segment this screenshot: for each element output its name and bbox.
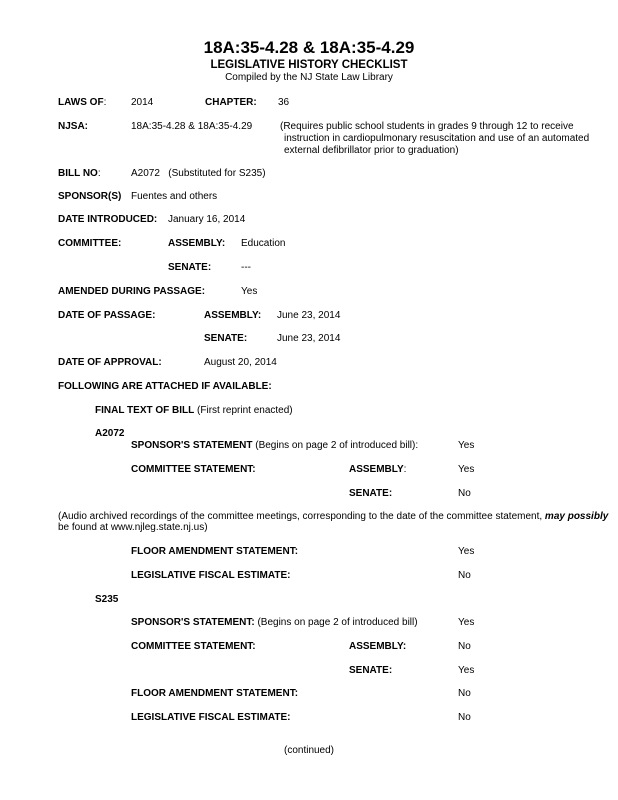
s235-floor-label: FLOOR AMENDMENT STATEMENT: <box>131 688 299 699</box>
njsa-value: 18A:35-4.28 & 18A:35-4.29 <box>131 121 253 132</box>
a2072-senate-label: SENATE: <box>349 488 393 499</box>
s235-senate-value: Yes <box>458 665 475 676</box>
a2072-senate-value: No <box>458 488 471 499</box>
s235-senate-label: SENATE: <box>349 665 393 676</box>
njsa-label: NJSA: <box>58 121 89 132</box>
committee-assembly-value: Education <box>241 238 286 249</box>
continued-note: (continued) <box>283 745 335 756</box>
s235-assembly-label: ASSEMBLY: <box>349 641 407 652</box>
passage-assembly-label: ASSEMBLY: <box>204 310 262 321</box>
s235-fiscal-value: No <box>458 712 471 723</box>
passage-senate-label: SENATE: <box>204 333 248 344</box>
amended-label: AMENDED DURING PASSAGE: <box>58 286 206 297</box>
a2072-sponsor-label: SPONSOR'S STATEMENT <box>131 440 253 451</box>
bill-no-value: A2072 (Substituted for S235) <box>131 168 266 179</box>
a2072-assembly-label <box>349 464 406 476</box>
s235-heading: S235 <box>95 594 119 605</box>
chapter-value: 36 <box>278 97 290 108</box>
audio-note-line2: be found at www.njleg.state.nj.us) <box>58 522 208 533</box>
a2072-floor-label: FLOOR AMENDMENT STATEMENT: <box>131 546 299 557</box>
a2072-floor-value: Yes <box>458 546 475 557</box>
document-title: 18A:35-4.28 & 18A:35-4.29 <box>203 38 415 57</box>
a2072-sponsor-note: (Begins on page 2 of introduced bill): <box>252 440 419 451</box>
a2072-assembly-colon: : <box>403 464 407 475</box>
a2072-assembly-value: Yes <box>458 464 475 475</box>
bill-no-colon: : <box>97 168 101 179</box>
final-text-line <box>95 405 293 417</box>
laws-of-label <box>58 97 106 109</box>
document-subtitle: LEGISLATIVE HISTORY CHECKLIST <box>210 59 408 71</box>
audio-note-emphasis: may possibly <box>544 511 609 522</box>
committee-label: COMMITTEE: <box>58 238 122 249</box>
s235-sponsor-note: (Begins on page 2 of introduced bill) <box>254 617 418 628</box>
s235-sponsor-label: SPONSOR'S STATEMENT: <box>131 617 255 628</box>
sponsors-label: SPONSOR(S) <box>58 191 122 202</box>
committee-senate-label: SENATE: <box>168 262 212 273</box>
sponsors-value: Fuentes and others <box>131 191 218 202</box>
a2072-sponsor-statement <box>131 440 418 452</box>
compiled-by: Compiled by the NJ State Law Library <box>225 72 393 83</box>
date-of-approval-value: August 20, 2014 <box>204 357 277 368</box>
attached-heading: FOLLOWING ARE ATTACHED IF AVAILABLE: <box>58 381 272 392</box>
njsa-description-line1: (Requires public school students in grades 9 through 12 to receive <box>280 121 574 132</box>
passage-assembly-value: June 23, 2014 <box>277 310 341 321</box>
a2072-sponsor-value: Yes <box>458 440 475 451</box>
s235-sponsor-statement <box>131 617 418 629</box>
bill-no-label <box>58 168 101 180</box>
njsa-description-line2: instruction in cardiopulmonary resuscitation and use of an automated <box>284 133 590 144</box>
s235-committee-label: COMMITTEE STATEMENT: <box>131 641 256 652</box>
laws-of-value: 2014 <box>131 97 154 108</box>
laws-of-label-text: LAWS OF <box>58 97 104 108</box>
a2072-assembly-label-text: ASSEMBLY <box>349 464 404 475</box>
final-text-note: (First reprint enacted) <box>194 405 293 416</box>
s235-floor-value: No <box>458 688 471 699</box>
committee-assembly-label: ASSEMBLY: <box>168 238 226 249</box>
a2072-committee-label: COMMITTEE STATEMENT: <box>131 464 256 475</box>
date-introduced-value: January 16, 2014 <box>168 214 246 225</box>
chapter-label: CHAPTER: <box>205 97 257 108</box>
a2072-fiscal-value: No <box>458 570 471 581</box>
s235-sponsor-value: Yes <box>458 617 475 628</box>
a2072-heading: A2072 <box>95 428 125 439</box>
laws-of-colon: : <box>103 97 107 108</box>
date-introduced-label: DATE INTRODUCED: <box>58 214 158 225</box>
committee-senate-value: --- <box>241 262 251 273</box>
a2072-fiscal-label: LEGISLATIVE FISCAL ESTIMATE: <box>131 570 291 581</box>
audio-note-text: (Audio archived recordings of the committee meetings, corresponding to the date of the committee statement, <box>58 511 545 522</box>
passage-senate-value: June 23, 2014 <box>277 333 341 344</box>
njsa-description-line3: external defibrillator prior to graduation) <box>284 145 459 156</box>
date-of-passage-label: DATE OF PASSAGE: <box>58 310 156 321</box>
bill-no-label-text: BILL NO <box>58 168 98 179</box>
s235-fiscal-label: LEGISLATIVE FISCAL ESTIMATE: <box>131 712 291 723</box>
s235-assembly-value: No <box>458 641 471 652</box>
final-text-label: FINAL TEXT OF BILL <box>95 405 195 416</box>
amended-value: Yes <box>241 286 258 297</box>
date-of-approval-label: DATE OF APPROVAL: <box>58 357 162 368</box>
